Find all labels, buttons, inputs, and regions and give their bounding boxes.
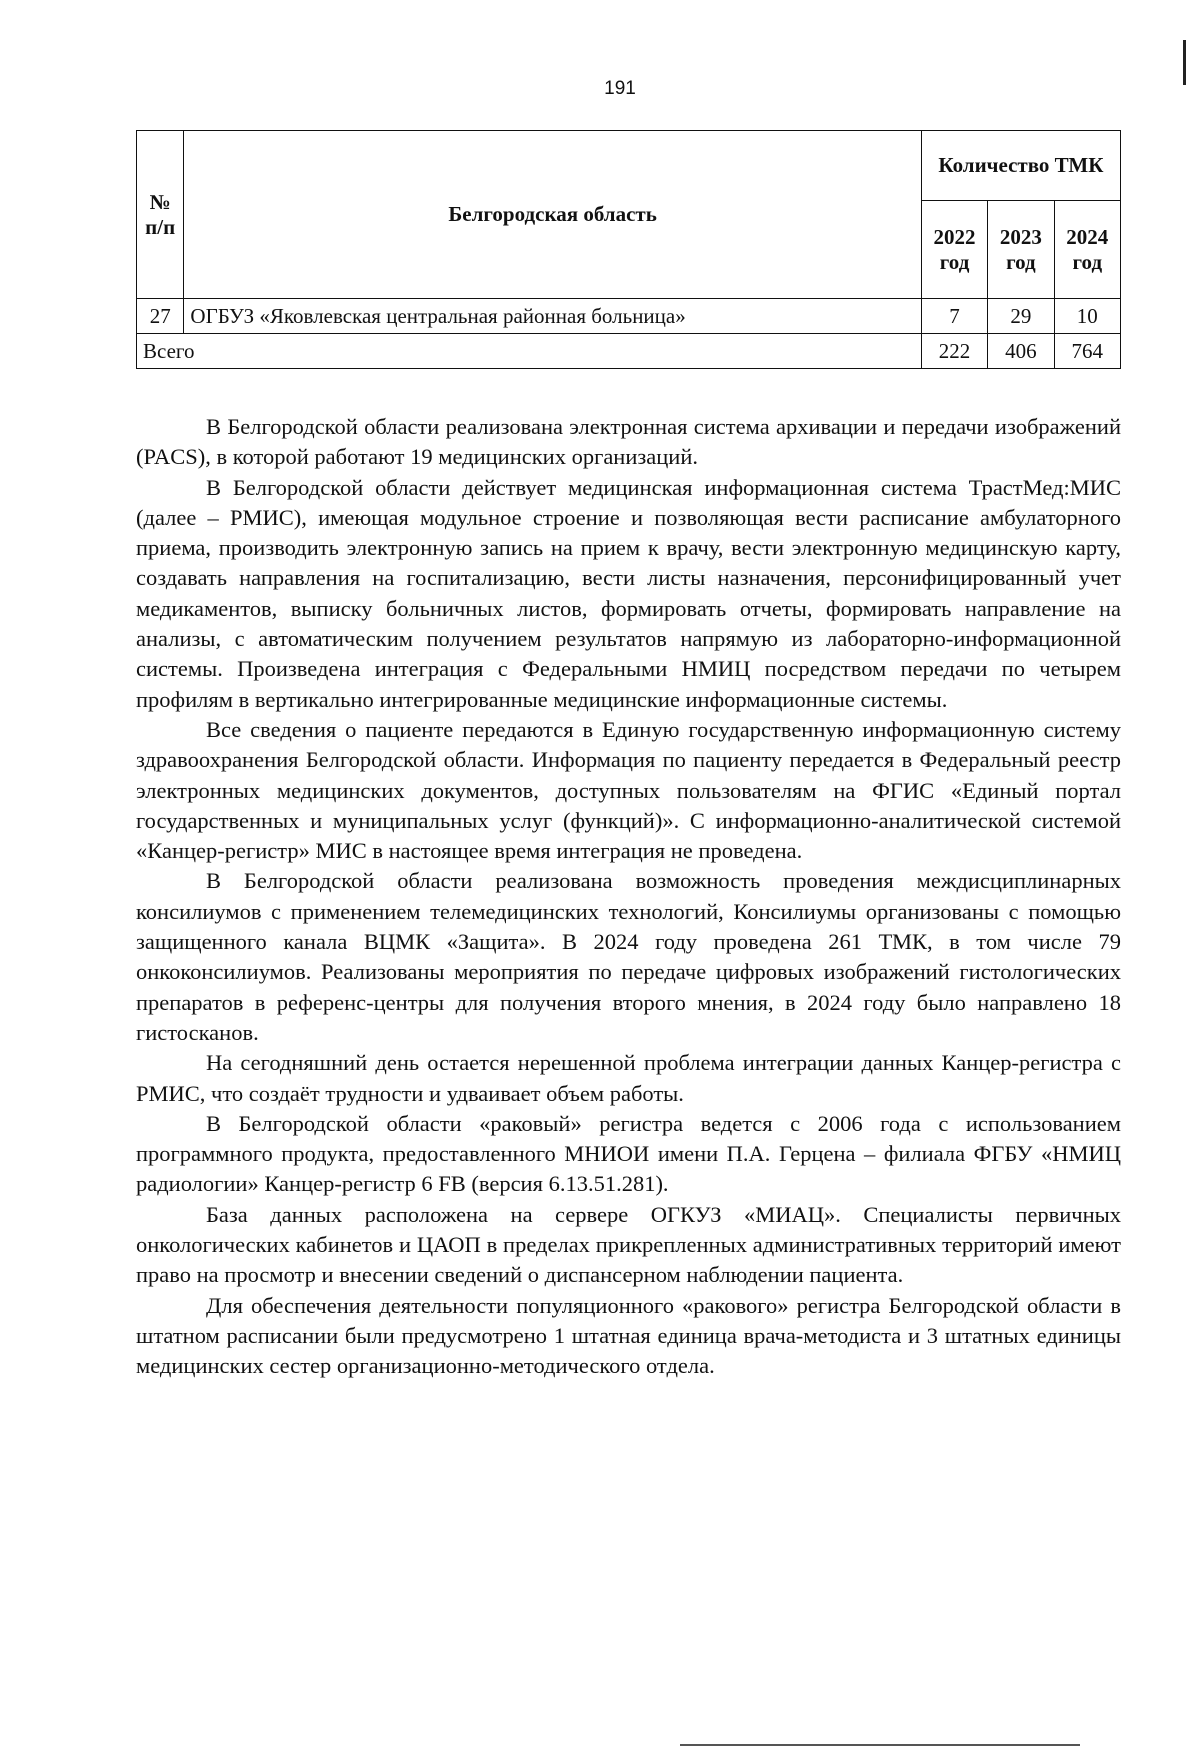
header-region: Белгородская область bbox=[184, 131, 921, 299]
header-year-2023: 2023 год bbox=[988, 201, 1054, 299]
header-year-2022: 2022 год bbox=[921, 201, 987, 299]
paragraph-rmis: В Белгородской области действует медицинская информационная система ТрастМед:МИС (далее – РМИС), имеющая модульное строение и позволяющая вести расписание амбулаторного приема, производить электронную запись на прием к врачу, вести электронную медицинскую карту, создавать направления на госпитализацию, вести листы назначения, персонифицированный учет медикаментов, выписку больничных листов, формировать отчеты, формировать направление на анализы, с автоматическим получением результатов напрямую из лабораторно-информационной системы. Произведена интеграция с Федеральными НМИЦ посредством передачи по четырем профилям в вертикально интегрированные медицинские информационные системы. bbox=[136, 474, 1121, 712]
row-2024: 10 bbox=[1054, 299, 1120, 334]
header-num: № п/п bbox=[137, 131, 184, 299]
paragraph-consilium: В Белгородской области реализована возможность проведения междисциплинарных консилиумов с применением телемедицинских технологий, Консилиумы организованы с помощью защищенного канала ВЦМК «Защита». В 2024 году проведена 261 ТМК, в том числе 79 онкоконсилиумов. Реализованы мероприятия по передаче цифровых изображений гистологических препаратов в референс-центры для получения второго мнения, в 2024 году было направлено 18 гистосканов. bbox=[136, 868, 1121, 1045]
paragraph-pacs: В Белгородской области реализована электронная система архивации и передачи изображений (PACS), в которой работают 19 медицинских организаций. bbox=[136, 414, 1121, 470]
page-number: 191 bbox=[604, 78, 636, 99]
paragraph-staffing: Для обеспечения деятельности популяционного «ракового» регистра Белгородской области в штатном расписании были предусмотрено 1 штатная единица врача-методиста и 3 штатных единицы медицинских сестер организационно-методического отдела. bbox=[136, 1292, 1121, 1379]
scan-bottom-rule bbox=[680, 1744, 1080, 1746]
row-2023: 29 bbox=[988, 299, 1054, 334]
paragraph-database: База данных расположена на сервере ОГКУЗ «МИАЦ». Специалисты первичных онкологических кабинетов и ЦАОП в пределах прикрепленных административных территорий имеют право на просмотр и внесении сведений о диспансерном наблюдении пациента. bbox=[136, 1201, 1121, 1288]
total-2022: 222 bbox=[921, 334, 987, 369]
row-2022: 7 bbox=[921, 299, 987, 334]
total-row bbox=[137, 334, 1121, 369]
total-2024: 764 bbox=[1054, 334, 1120, 369]
paragraph-integration-problem: На сегодняшний день остается нерешенной проблема интеграции данных Канцер-регистра с РМИС, что создаёт трудности и удваивает объем работы. bbox=[136, 1050, 1121, 1106]
total-2023: 406 bbox=[988, 334, 1054, 369]
tmk-table bbox=[136, 130, 1121, 369]
table-row bbox=[137, 299, 1121, 334]
paragraph-patient-data: Все сведения о пациенте передаются в Единую государственную информационную систему здравоохранения Белгородской области. Информация по пациенту передается в Федеральный реестр электронных медицинских документов, доступных пользователям на ФГИС «Единый портал государственных и муниципальных услуг (функций)». С информационно-аналитической системой «Канцер-регистр» МИС в настоящее время интеграция не проведена. bbox=[136, 716, 1121, 864]
paragraph-cancer-registry: В Белгородской области «раковый» регистра ведется с 2006 года с использованием программного продукта, предоставленного МНИОИ имени П.А. Герцена – филиала ФГБУ «НМИЦ радиологии» Канцер-регистр 6 FB (версия 6.13.51.281). bbox=[136, 1110, 1121, 1197]
body-text bbox=[136, 412, 1121, 1382]
header-year-2024: 2024 год bbox=[1054, 201, 1120, 299]
total-label: Всего bbox=[137, 334, 922, 369]
row-name: ОГБУЗ «Яковлевская центральная районная больница» bbox=[184, 299, 921, 334]
row-num: 27 bbox=[137, 299, 184, 334]
header-tmk-count: Количество ТМК bbox=[921, 131, 1120, 201]
